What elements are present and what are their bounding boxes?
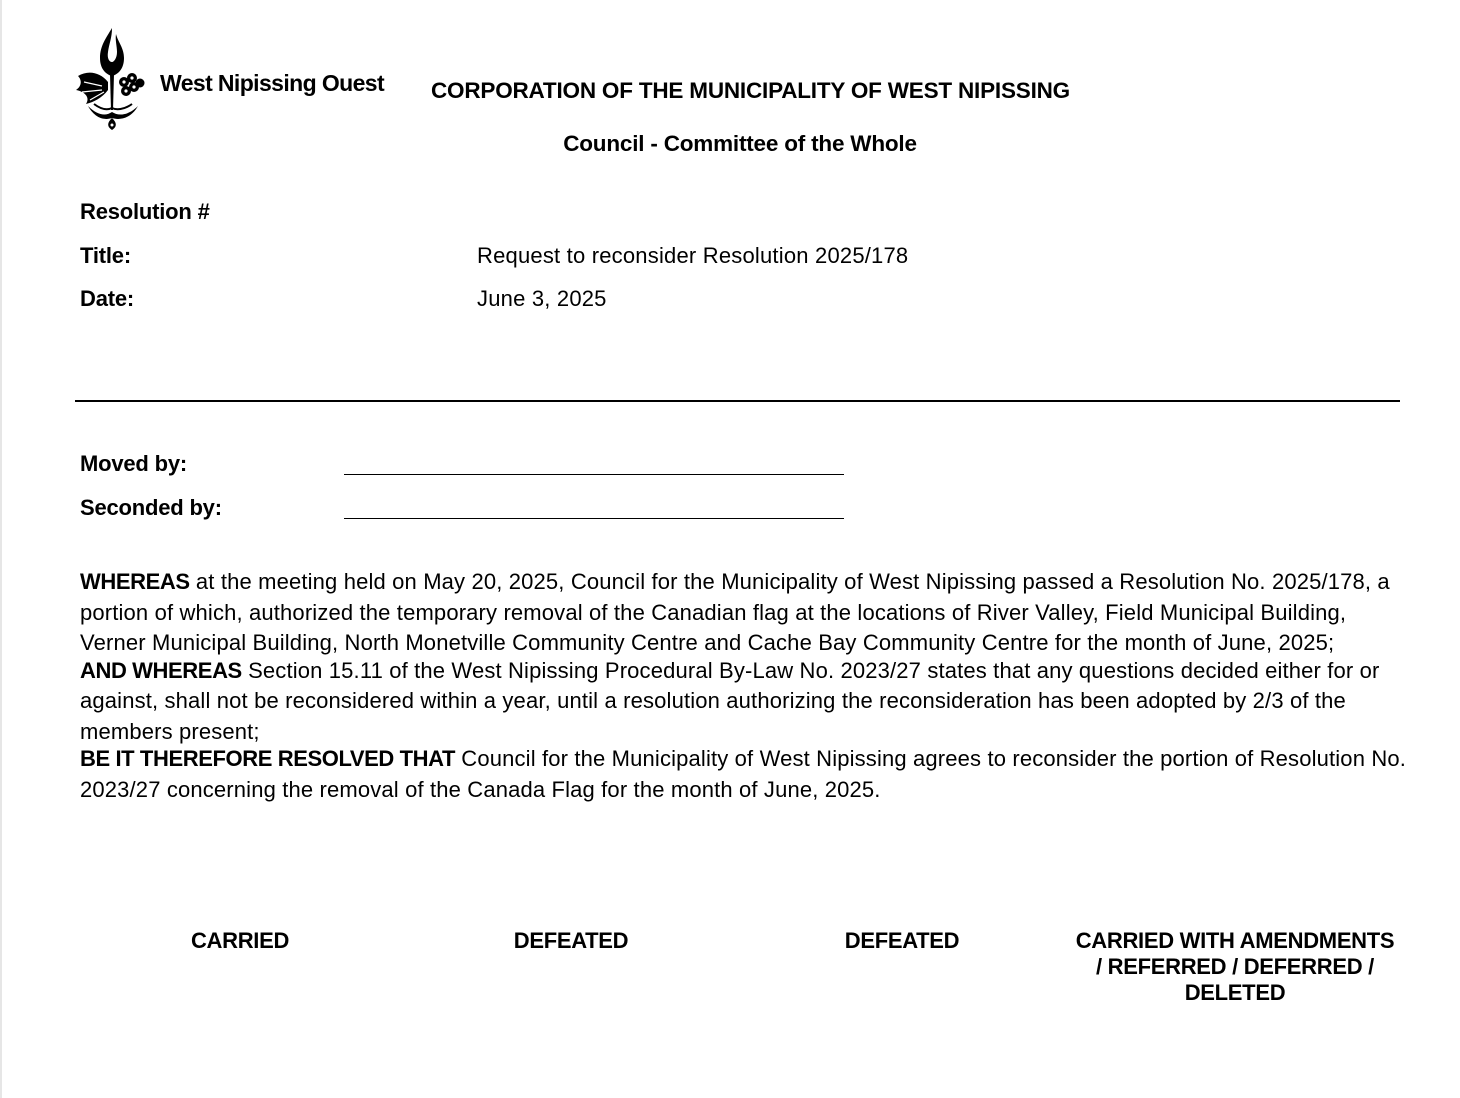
whereas-text: at the meeting held on May 20, 2025, Council for the Municipality of West Nipissing passed a Resolution No. 2025/178, a portion of which, authorized the temporary removal of the Canadian flag at the locations of River Valley, Field Municipal Building, Verner Municipal Building, North Monetville Community Centre and Cache Bay Community Centre for the month of June, 2025; <box>80 569 1390 655</box>
moved-by-line <box>344 474 844 475</box>
title-label: Title: <box>80 243 131 268</box>
page-edge <box>0 0 2 1098</box>
outcome-defeated-2: DEFEATED <box>844 928 960 953</box>
moved-by-label: Moved by: <box>80 451 187 476</box>
fleur-de-lis-leaf-icon <box>72 26 156 132</box>
whereas-lead: WHEREAS <box>80 569 190 594</box>
municipality-logo <box>72 26 402 132</box>
meeting-title: Council - Committee of the Whole <box>563 131 917 156</box>
resolution-body <box>80 567 1410 805</box>
date-value: June 3, 2025 <box>477 286 607 311</box>
organization-title: CORPORATION OF THE MUNICIPALITY OF WEST NIPISSING <box>431 78 1070 103</box>
whereas-paragraph-2 <box>80 656 1410 748</box>
and-whereas-lead: AND WHEREAS <box>80 657 242 683</box>
seconded-by-label: Seconded by: <box>80 495 222 520</box>
and-whereas-text: Section 15.11 of the West Nipissing Procedural By-Law No. 2023/27 states that any questions decided either for or against, shall not be reconsidered within a year, until a resolution authorizing the reconsideration has been adopted by 2/3 of the members present; <box>80 657 1380 744</box>
outcome-defeated-1: DEFEATED <box>513 928 629 953</box>
whereas-paragraph-1 <box>80 567 1410 659</box>
date-label: Date: <box>80 286 135 311</box>
resolution-label: Resolution # <box>80 199 210 224</box>
title-value: Request to reconsider Resolution 2025/178 <box>477 243 909 268</box>
logo-text: West Nipissing Ouest <box>160 70 385 96</box>
seconded-by-line <box>344 518 844 519</box>
resolved-paragraph <box>80 744 1410 805</box>
divider <box>75 400 1400 402</box>
resolved-lead: BE IT THEREFORE RESOLVED THAT <box>80 746 456 771</box>
outcome-other: CARRIED WITH AMENDMENTS / REFERRED / DEFERRED / DELETED <box>1075 928 1395 1005</box>
resolved-text: Council for the Municipality of West Nipissing agrees to reconsider the portion of Resolution No. 2023/27 concerning the removal of the Canada Flag for the month of June, 2025. <box>80 746 1407 802</box>
outcome-carried: CARRIED <box>190 928 290 953</box>
